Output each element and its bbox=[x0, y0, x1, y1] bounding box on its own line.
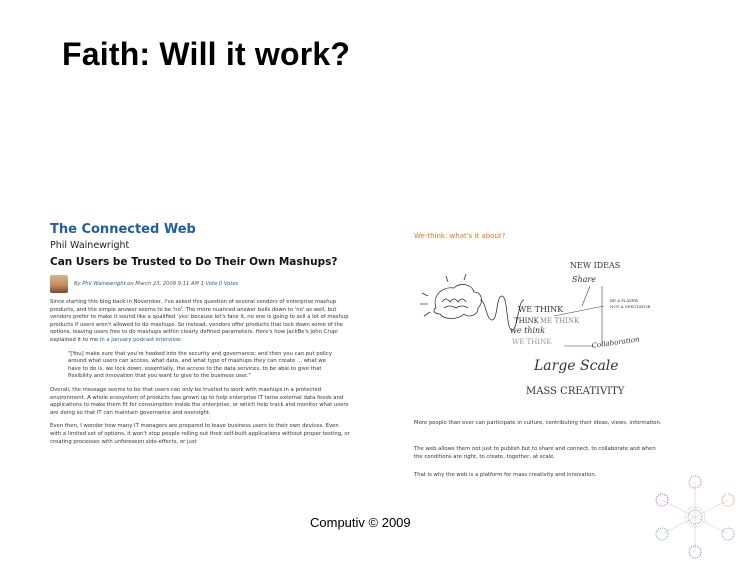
large-scale-label: Large Scale bbox=[534, 358, 619, 374]
network-logo-icon bbox=[648, 470, 743, 565]
author-avatar bbox=[50, 275, 68, 293]
we-think-label-4: WE THINK bbox=[512, 338, 552, 346]
me-think-label: ME THINK bbox=[540, 317, 580, 325]
mass-creativity-label: MASS CREATIVITY bbox=[526, 386, 625, 397]
blog-paragraph-2: Overall, the message seems to be that users can only be trusted to work with mashups in a protected environment. A whole ecosystem of products has grown up to help enterprise IT tame external data feeds and applications to make them fit for consumption inside the enterprise, or which help track and monitor what users are doing so that IT can maintain governance and oversight. bbox=[50, 386, 349, 416]
byline-prefix: By bbox=[74, 281, 83, 287]
we-think-label-1: WE THINK bbox=[518, 305, 564, 314]
slide-footer: Computiv © 2009 bbox=[310, 515, 411, 530]
slide-title: Faith: Will it work? bbox=[62, 36, 351, 72]
blog-byline bbox=[50, 275, 350, 293]
blog-post-title: Can Users be Trusted to Do Their Own Mashups? bbox=[50, 256, 338, 268]
we-think-label-2: THINK bbox=[514, 317, 539, 325]
blog-screenshot bbox=[50, 222, 350, 504]
connector-lines bbox=[554, 286, 604, 346]
head-sketch-icon bbox=[420, 274, 524, 330]
podcast-link: in a January podcast interview: bbox=[99, 336, 182, 343]
blog-site-title: The Connected Web bbox=[50, 222, 196, 237]
side-note-1: BE A PLAYER bbox=[610, 298, 638, 303]
wethink-text-3: That is why the web is a platform for mass creativity and innovation. bbox=[414, 472, 597, 478]
collaboration-label: Collaboration bbox=[591, 335, 641, 350]
wethink-text-2: The web allows them not just to publish but to share and connect, to collaborate and when the conditions are right, to create, together, at scale. bbox=[414, 446, 656, 460]
byline-text bbox=[74, 281, 238, 287]
new-ideas-label: NEW IDEAS bbox=[570, 261, 621, 270]
byline-author-link: Phil Wainewright bbox=[82, 281, 126, 287]
wethink-illustration bbox=[414, 246, 664, 421]
blog-author: Phil Wainewright bbox=[50, 240, 130, 251]
blog-paragraph-3: Even then, I wonder how many IT managers are prepared to leave business users to their own devices. Even with a limited set of options, it won't stop people rolling out their self-built applications without proper testing, or creating processes with unforeseen side-effects, or just bbox=[50, 423, 350, 445]
para1-text: Since starting this blog back in November, I've asked this question of several vendors of enterprise mashup products, and the simple answer seems to be 'no'. The more nuanced answer boils down to 'no' as well, but vendors prefer to make it sound like a qualified 'yes' because let's face it, no one is going to sell a lot of mashup products if users aren't allowed to do mashups. So instead, vendors offer products that lock down some of the options, leaving users free to do mashups within clearly defined parameters. Here's how JackBe's John Crupi explained it to me bbox=[50, 299, 349, 343]
we-think-label-3: we think bbox=[510, 326, 546, 335]
side-note-2: NOT A SPECTATOR bbox=[610, 304, 651, 309]
blog-paragraph-1 bbox=[50, 299, 350, 345]
byline-date: on March 23, 2009 9:11 AM bbox=[125, 281, 201, 287]
wethink-screenshot bbox=[414, 232, 664, 490]
byline-votes: 1 Vote 0 Votes bbox=[200, 281, 239, 287]
wethink-heading: We-think: what's it about? bbox=[414, 232, 506, 240]
blog-quote: "[You] make sure that you're hooked into the security and governance; and then you can put policy around what users can access, what data, and what type of mashups they can create ... what we have to do is, we lock down, essentially, the access to the data services, to be able to give that flexibility and innovation that you want to give to the business user." bbox=[68, 350, 332, 380]
wethink-text-1: More people than ever can participate in culture, contributing their ideas, views, information. bbox=[414, 420, 662, 426]
share-label: Share bbox=[572, 275, 596, 284]
